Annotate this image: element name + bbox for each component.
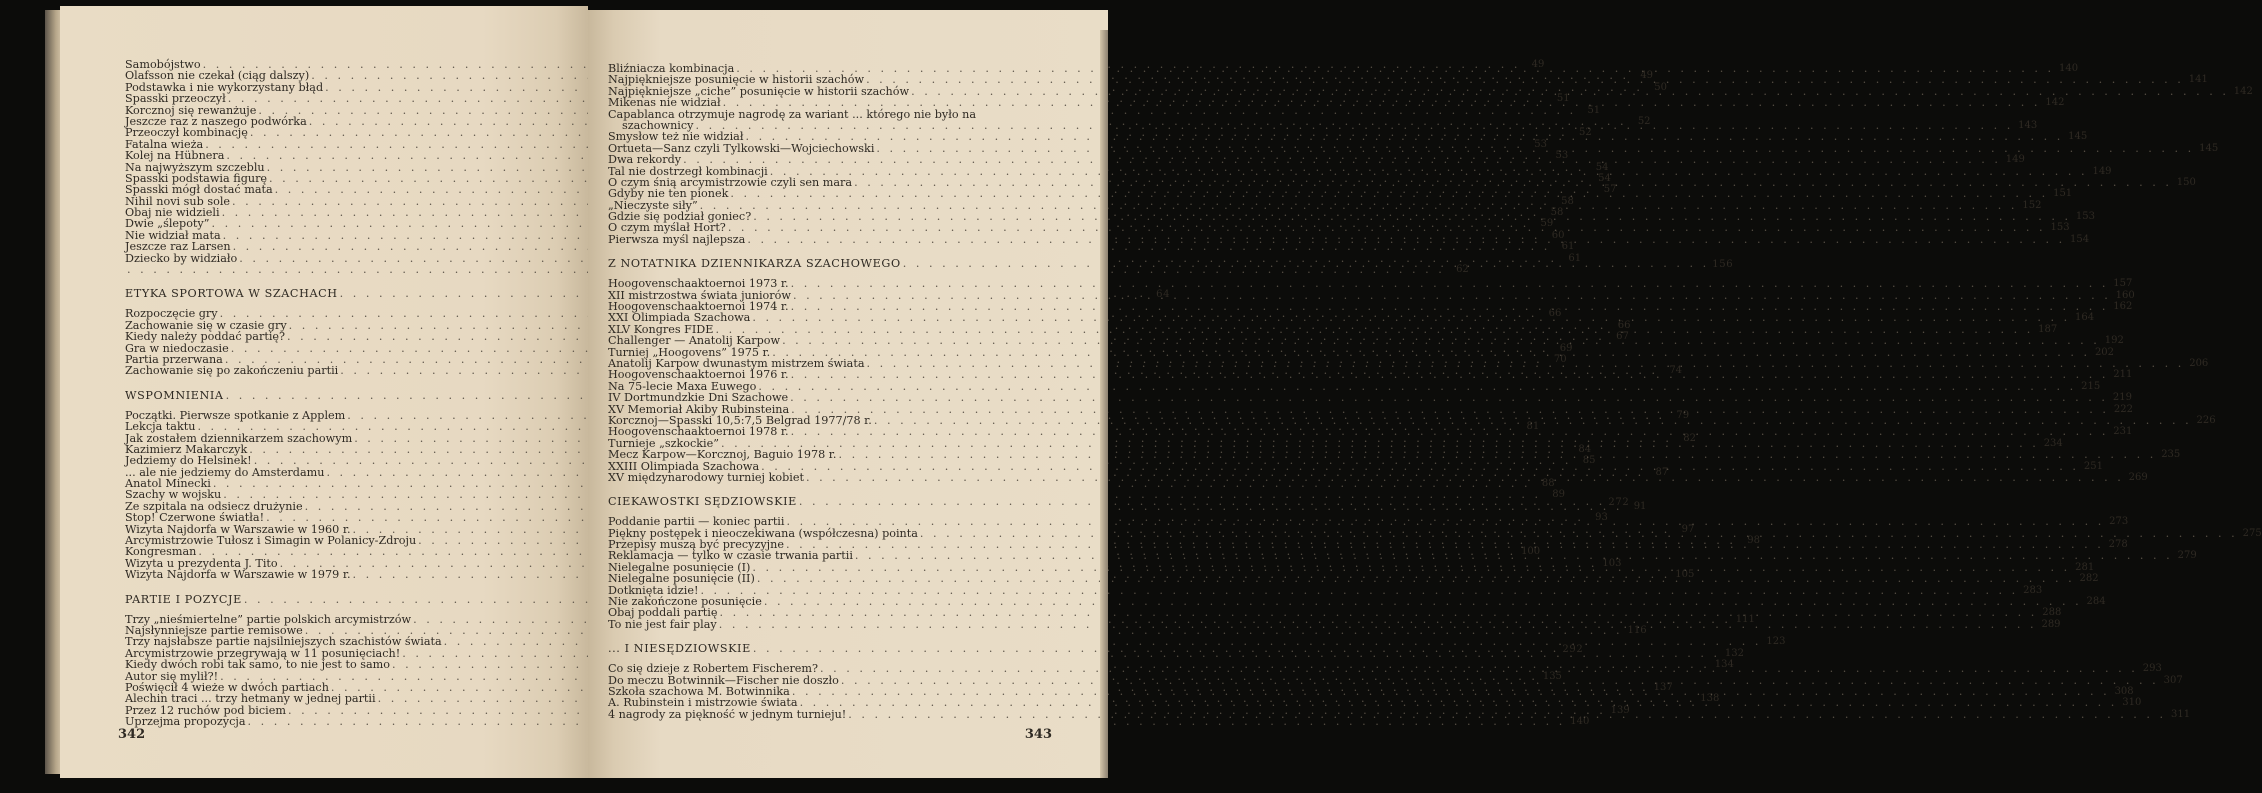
toc-entry-page: 88 [1541, 478, 1555, 490]
toc-entry-title: Olafsson nie czekał (ciąg dalszy) [125, 69, 310, 83]
toc-entry-title: Przepisy muszą być precyzyjne [608, 538, 784, 552]
toc-entry-title: Autor się mylił?! [125, 669, 219, 683]
toc-entry-title: Spasski mógł dostać mata [125, 183, 273, 197]
dot-leader [799, 495, 1605, 508]
toc-entry-title: 4 nagrody za piękność w jednym turnieju! [608, 707, 847, 721]
toc-entry-title: Arcymistrzowie przegrywają w 11 posunięciach! [125, 646, 401, 660]
toc-entry-title: Obaj nie widzieli [125, 206, 220, 220]
toc-entry-page: 279 [2177, 550, 2197, 562]
toc-entry-page: 69 [1559, 342, 1573, 354]
toc-entry-page: 219 [2112, 392, 2132, 404]
toc-entry-title: XV międzynarodowy turniej kobiet [608, 470, 804, 484]
toc-entry-title: Zachowanie się po zakończeniu partii [125, 364, 339, 378]
dot-leader [820, 663, 2138, 674]
toc-entry-title: XII mistrzostwa świata juniorów [608, 288, 791, 302]
toc-entry-page: 145 [2068, 131, 2088, 143]
toc-entry-page: 251 [2083, 460, 2103, 472]
dot-leader [683, 154, 2001, 165]
toc-entry-title: Przez 12 ruchów pod biciem [125, 703, 286, 717]
toc-entry-title: IV Dortmundzkie Dni Szachowe [608, 391, 789, 405]
toc-entry-title: Rozpoczęcie gry [125, 307, 218, 321]
toc-entry-title: Kolej na Hübnera [125, 149, 225, 163]
toc-entry-page: 206 [2189, 358, 2209, 369]
toc-entry-title: Na 75-lecie Maxa Euwego [608, 379, 757, 393]
toc-entry-title: Fatalna wieża [125, 137, 204, 151]
toc-entry-title: Anatol Minecki [125, 477, 211, 491]
toc-entry-title: Dotknięta idzie! [608, 583, 699, 597]
section-heading-title: ... I NIESĘDZIOWSKIE [608, 642, 751, 656]
toc-entry-page: 234 [2043, 437, 2063, 449]
dot-leader [753, 642, 1559, 655]
toc-entry-page: 58 [1561, 195, 1574, 207]
toc-entry-page: 49 [1531, 58, 1545, 70]
toc-entry-title: Jedziemy do Helsinek! [125, 454, 252, 468]
toc-entry-title: Turnieje „szkockie” [608, 436, 719, 450]
section-heading-title: PARTIE I POZYCJE [125, 592, 242, 606]
dot-leader [903, 257, 1709, 270]
toc-entry-page: 66 [1617, 319, 1631, 331]
toc-entry-page: 62 [1456, 264, 1469, 276]
toc-entry-title: Hoogovenschaaktoernoi 1974 r. [608, 300, 789, 314]
toc-entry-title: Reklamacja — tylko w czasie trwania partii [608, 549, 853, 563]
toc-entry-page: 81 [1526, 421, 1540, 433]
toc-entry-title: O czym myślał Hort? [608, 221, 726, 235]
dot-leader [848, 709, 2166, 720]
toc-entry-title: Jeszcze raz z naszego podwórka [125, 114, 307, 128]
dot-leader [786, 516, 2104, 527]
toc-entry-title: Ortueta—Sanz czyli Tylkowski—Wojciechowski [608, 141, 875, 155]
toc-entry-title: Bliźniacza kombinacja [608, 61, 735, 75]
toc-entry-title: XV Memoriał Akiby Rubinsteina [608, 402, 790, 416]
section-heading-page: 156 [1712, 259, 1734, 271]
section-heading [608, 641, 1584, 656]
toc-entry-page: 85 [1582, 455, 1596, 467]
section-heading-title: Z NOTATNIKA DZIENNIKARZA SZACHOWEGO [608, 257, 901, 271]
toc-entry-page: 289 [2041, 618, 2061, 630]
toc-entry-title: Początki. Pierwsze spotkanie z Applem [125, 408, 346, 422]
toc-entry-page: 123 [1766, 636, 1786, 648]
toc-entry-page: 215 [2081, 380, 2101, 392]
toc-entry-page: 140 [1570, 716, 1590, 728]
toc-entry-page: 226 [2196, 414, 2216, 426]
toc-entry-page: 89 [1552, 489, 1566, 501]
toc-entry-page: 154 [2070, 233, 2090, 245]
toc-entry-title: Uprzejma propozycja [125, 715, 246, 729]
toc-entry-title: Hoogovenschaaktoernoi 1976 r. [608, 368, 789, 382]
toc-entry-title: Dwie „ślepoty” [125, 217, 210, 231]
toc-entry-title: Dwa rekordy [608, 153, 682, 167]
toc-entry-title: „Nieczyste siły” [608, 198, 698, 212]
toc-entry-title: Challenger — Anatolij Karpow [608, 334, 781, 348]
toc-entry-page: 87 [1655, 466, 1669, 478]
section-heading-page: 292 [1562, 644, 1584, 656]
toc-entry-page: 231 [2113, 426, 2133, 438]
toc-entry [608, 277, 2133, 291]
toc-entry-title: Dziecko by widziało [125, 251, 238, 265]
dot-leader [719, 619, 2037, 630]
toc-entry-page: 53 [1534, 138, 1547, 150]
toc-entry-page: 222 [2113, 403, 2133, 415]
toc-entry-title: Turniej „Hoogovens” 1975 r. [608, 345, 771, 359]
toc-entry-title: Mecz Karpow—Korcznoj, Baguio 1978 r. [608, 448, 837, 462]
toc-entry-title: XLV Kongres FIDE [608, 322, 714, 336]
toc-entry-page: 111 [1735, 613, 1755, 625]
toc-entry-title: Nie widział mata [125, 228, 221, 242]
toc-entry-page: 134 [1714, 659, 1734, 671]
toc-entry-title: Spasski przeoczył [125, 92, 226, 106]
toc-entry-page: 54 [1598, 172, 1611, 184]
dot-leader [782, 335, 2100, 346]
toc-entry-title: Ze szpitala na odsiecz drużynie [125, 499, 303, 513]
toc-entry-title: Hoogovenschaaktoernoi 1973 r. [608, 277, 789, 291]
toc-entry-title: O czym śnią arcymistrzowie czyli sen mara [608, 175, 853, 189]
section-heading [125, 592, 568, 606]
section-heading-title: ETYKA SPORTOWA W SZACHACH [125, 287, 338, 301]
toc-entry-page: 153 [2075, 211, 2095, 223]
toc-entry-title: Pierwsza myśl najlepsza [608, 232, 746, 246]
section-heading-title: WSPOMNIENIA [125, 388, 224, 402]
page-edge [1100, 30, 1108, 778]
toc-entry-title: ... ale nie jedziemy do Amsterdamu [125, 465, 325, 479]
toc-entry-title: Samobójstwo [125, 57, 201, 71]
toc-entry-page: 202 [2094, 346, 2115, 358]
toc-entry-page: 269 [2128, 471, 2148, 483]
toc-entry-title: Gdzie się podział goniec? [608, 210, 752, 224]
toc-entry-title: Tal nie dostrzegł kombinacji [608, 164, 768, 178]
toc-entry-page: 282 [2079, 573, 2099, 585]
toc-entry-page: 97 [1681, 523, 1695, 535]
toc-entry-page: 138 [1700, 693, 1720, 705]
section-heading [125, 388, 568, 402]
toc-entry-page: 153 [2050, 222, 2070, 234]
toc-entry-title: Gdyby nie ten pionek [608, 187, 729, 201]
toc-entry-page: 51 [1587, 104, 1601, 116]
toc-entry-page: 52 [1578, 127, 1592, 139]
toc-entry-page: 151 [2053, 188, 2073, 200]
toc-entry-title: Kiedy dwóch robi tak samo, to nie jest to samo [125, 658, 391, 672]
section-heading-page: 272 [1608, 497, 1630, 509]
toc-entry-title: Korcznoj—Spasski 10,5:7,5 Belgrad 1977/78 r. [608, 413, 872, 427]
toc-entry-page: 70 [1553, 353, 1567, 365]
toc-entry-page: 66 [1548, 308, 1562, 320]
toc-entry-title: Przeoczył kombinację [125, 126, 248, 140]
toc-entry-page: 116 [1627, 625, 1647, 636]
toc-entry-page: 288 [2042, 607, 2062, 619]
toc-entry-title: Poddanie partii — koniec partii [608, 515, 785, 529]
toc-entry-page: 141 [2188, 74, 2208, 86]
toc-entry-page: 281 [2075, 561, 2095, 573]
toc-entry-title: Wizyta Najdorfa w Warszawie w 1960 r. [125, 522, 351, 536]
toc-entry-page: 139 [1610, 704, 1630, 716]
toc-entry-title: Szkoła szachowa M. Botwinnika [608, 684, 790, 698]
toc-entry-title: Korcznoj się rewanżuje [125, 103, 257, 117]
toc-entry-title: Capablanca otrzymuje nagrodę za wariant ... którego nie było na [608, 107, 976, 121]
dot-leader [838, 449, 2156, 460]
toc-entry-page: 152 [2022, 199, 2042, 211]
toc-entry-title: Kazimierz Makarczyk [125, 442, 248, 456]
toc-entry-title: Najpiękniejsze „ciche” posunięcie w historii szachów [608, 84, 910, 98]
toc-entry-title: Piękny postępek i nieoczekiwana (współczesna) pointa [608, 526, 918, 540]
toc-entry-title: Spasski podstawia figurę [125, 171, 268, 185]
toc-entry-title: A. Rubinstein i mistrzowie świata [608, 696, 798, 710]
toc-entry-page: 311 [2171, 708, 2191, 720]
toc-entry-page: 235 [2161, 449, 2181, 461]
toc-entry-title: Anatolij Karpow dwunastym mistrzem świata [608, 357, 865, 370]
toc-entry-page: 103 [1602, 557, 1622, 569]
toc-entry-page: 143 [2018, 119, 2038, 131]
toc-entry-title: Trzy „nieśmiertelne” partie polskich arcymistrzów [125, 612, 412, 626]
toc-entry [125, 240, 1575, 254]
section-heading-title: CIEKAWOSTKI SĘDZIOWSKIE [608, 495, 797, 509]
toc-entry-page: 50 [1654, 81, 1667, 93]
toc-entry-title: Wizyta Najdorfa w Warszawie w 1979 r. [125, 568, 351, 582]
toc-entry-page: 273 [2109, 516, 2129, 528]
toc-entry-page: 59 [1540, 218, 1554, 230]
toc-entry-page: 93 [1595, 512, 1608, 524]
toc-entry-title: Kiedy należy poddać partię? [125, 330, 286, 344]
toc-entry-title: Najpiękniejsze posunięcie w historii szachów [608, 73, 865, 87]
dot-leader [757, 573, 2075, 584]
toc-entry-title: Nielegalne posunięcie (II) [608, 572, 755, 586]
toc-entry-page: 61 [1568, 252, 1582, 264]
toc-entry-page: 164 [2075, 312, 2095, 324]
toc-entry-page: 79 [1676, 409, 1690, 421]
toc-entry-title: XXIII Olimpiada Szachowa [608, 459, 760, 473]
toc-entry-page: 132 [1724, 647, 1744, 659]
toc-entry-title: Smysłow też nie widział [608, 130, 744, 144]
toc-entry-page: 58 [1550, 207, 1564, 219]
toc-entry-page: 91 [1633, 500, 1647, 512]
toc-entry-page: 145 [2199, 142, 2219, 154]
toc-entry-page: 67 [1616, 331, 1629, 343]
toc-entry-title: Trzy najsłabsze partie najsilniejszych szachistów świata [125, 635, 442, 649]
toc-entry-title: Mikenas nie widział [608, 96, 721, 110]
toc-entry-page: 142 [2233, 85, 2253, 97]
toc-entry-page: 137 [1653, 681, 1673, 693]
dot-leader [730, 188, 2048, 199]
toc-entry-page: 57 [1603, 184, 1617, 196]
toc-entry-page: 135 [1542, 670, 1562, 682]
toc-entry-page: 187 [2038, 323, 2058, 335]
toc-entry-page: 162 [2113, 301, 2133, 313]
toc-entry-title: Partia przerwana [125, 352, 223, 366]
toc-entry-title: Alechin traci ... trzy hetmany w jednej partii [125, 692, 376, 706]
toc-entry-page: 157 [2113, 278, 2133, 290]
toc-entry-title: Hoogovenschaaktoernoi 1978 r. [608, 425, 789, 439]
toc-entry-title: Nie zakończone posunięcie [608, 595, 762, 609]
dot-leader [790, 392, 2108, 403]
toc-entry [608, 391, 2132, 405]
toc-entry-title: Gra w niedoczasie [125, 341, 229, 355]
toc-entry-page: 284 [2086, 596, 2106, 608]
toc-entry-page: 307 [2163, 674, 2183, 686]
toc-entry-title: Obaj poddali partię [608, 606, 718, 620]
toc-entry-page: 100 [1521, 546, 1541, 558]
toc-entry-page: 61 [1561, 241, 1575, 253]
dot-leader [723, 97, 2041, 108]
toc-entry [125, 715, 1590, 729]
dot-leader [806, 472, 2124, 483]
toc-entry-title: XXI Olimpiada Szachowa [608, 311, 751, 325]
toc-entry-page: 275 [2242, 527, 2262, 539]
toc-entry-page: 74 [1669, 365, 1683, 377]
toc-entry-title: Jeszcze raz Larsen [125, 240, 231, 254]
toc-entry-title: Poświęcił 4 wieże w dwóch partiach [125, 680, 329, 694]
toc-entry-page: 149 [2005, 154, 2025, 166]
toc-entry-page: 84 [1578, 443, 1592, 455]
toc-entry-page: 49 [1640, 70, 1654, 82]
toc-entry-page: 308 [2114, 685, 2134, 697]
toc-entry-page: 98 [1747, 535, 1760, 547]
toc-entry-title: To nie jest fair play [608, 617, 717, 631]
toc-entry-title: Nihil novi sub sole [125, 194, 231, 208]
toc-entry-title: Na najwyższym szczeblu [125, 160, 265, 174]
toc-entry-page: 160 [2115, 289, 2135, 301]
toc-entry-title: Podstawka i nie wykorzystany błąd [125, 80, 324, 94]
section-heading-page: 64 [1156, 289, 1171, 301]
toc-entry-title: Kongresman [125, 545, 197, 559]
toc-entry-title: Do meczu Botwinnik—Fischer nie doszło [608, 673, 839, 687]
toc-entry-page: 51 [1556, 93, 1570, 105]
toc-entry-page: 105 [1675, 569, 1695, 581]
toc-entry-page: 142 [2045, 97, 2065, 109]
toc-entry-page: 310 [2122, 697, 2142, 709]
page-number-right: 343 [1024, 727, 1052, 742]
toc-entry-title: Jak zostałem dziennikarzem szachowym [125, 431, 353, 445]
toc-entry-page: 150 [2176, 176, 2196, 188]
toc-entry-title-cont: szachownicy [622, 118, 694, 132]
toc-entry-title: Co się dzieje z Robertem Fischerem? [608, 662, 819, 676]
toc-entry-page: 53 [1555, 150, 1569, 162]
toc-entry-page: 82 [1683, 432, 1696, 444]
toc-entry-title: Lekcja taktu [125, 420, 196, 434]
toc-entry-page: 293 [2142, 663, 2162, 675]
toc-entry-page: 278 [2108, 539, 2128, 551]
toc-entry-page: 192 [2104, 335, 2124, 347]
page-number-left: 342 [118, 727, 146, 742]
dot-leader [791, 278, 2109, 289]
toc-entry-title: Najsłynniejsze partie remisowe [125, 624, 303, 637]
toc-entry-page: 211 [2113, 369, 2133, 381]
toc-entry-page: 140 [2058, 62, 2079, 74]
toc-entry-page: 149 [2092, 165, 2112, 177]
toc-entry-page: 52 [1637, 115, 1651, 127]
dot-leader [747, 234, 2065, 245]
toc-entry-title: Wizyta u prezydenta J. Tito [125, 556, 278, 570]
toc-entry-title: Szachy w wojsku [125, 488, 222, 502]
toc-entry-page: 54 [1595, 161, 1609, 173]
toc-entry-title: Nielegalne posunięcie (I) [608, 560, 751, 574]
toc-entry-title: Stop! Czerwone światła! [125, 511, 265, 525]
toc-entry-title: Arcymistrzowie Tułosz i Simagin w Polanicy-Zdroju [125, 534, 417, 548]
toc-entry-page: 283 [2023, 584, 2043, 596]
toc-entry-page: 60 [1551, 229, 1565, 241]
toc-entry-title: Zachowanie się w czasie gry [125, 318, 287, 332]
